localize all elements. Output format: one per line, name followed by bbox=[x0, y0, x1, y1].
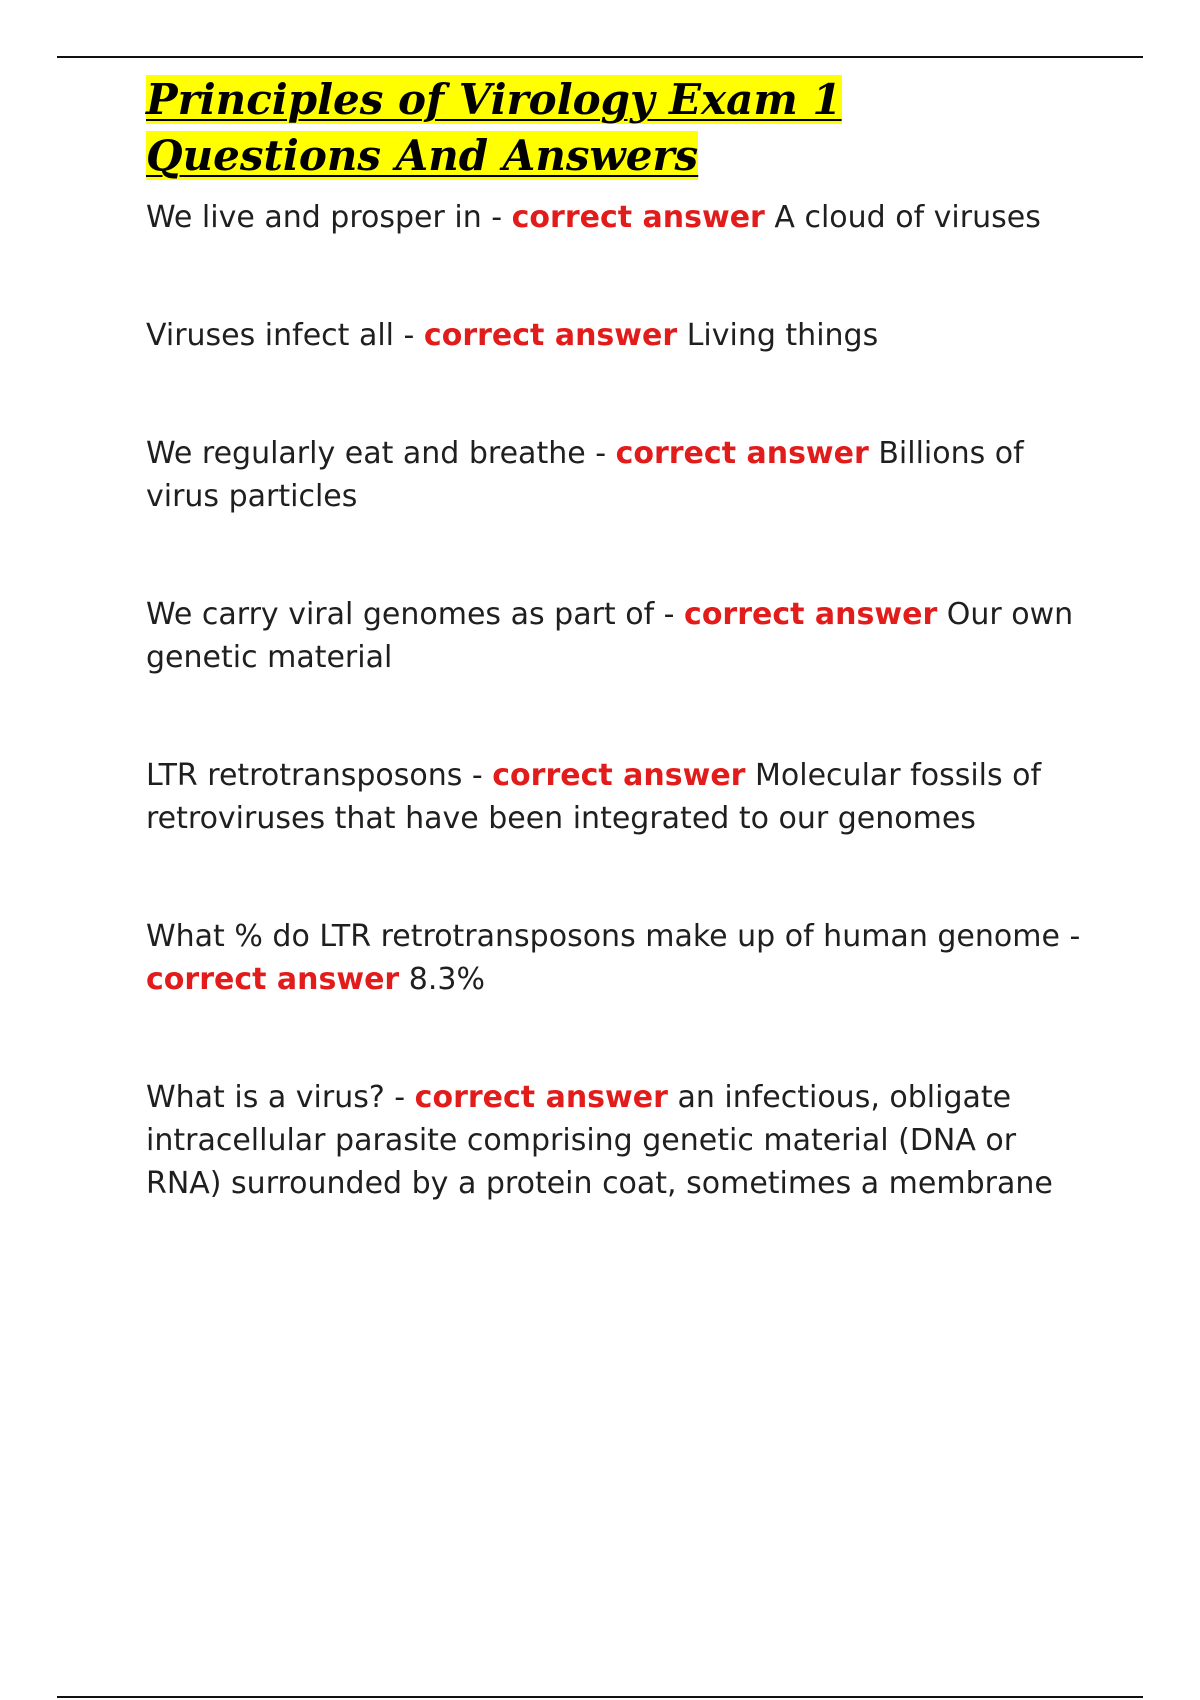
answer-label: correct answer bbox=[414, 1080, 668, 1115]
document-title bbox=[146, 72, 1090, 184]
answer-label: correct answer bbox=[684, 597, 938, 632]
answer-text: Molecular fossils of retroviruses that have been integrated to our genomes bbox=[146, 758, 1042, 836]
qa-item bbox=[146, 593, 1090, 679]
document-title-text: Principles of Virology Exam 1 Questions And Answers bbox=[146, 75, 842, 180]
answer-text: Living things bbox=[686, 318, 879, 353]
answer-label: correct answer bbox=[423, 318, 678, 353]
question-text: We carry viral genomes as part of - bbox=[146, 597, 685, 632]
answer-text: Our own genetic material bbox=[146, 597, 1074, 675]
answer-text: A cloud of viruses bbox=[774, 200, 1041, 235]
question-text: Viruses infect all - bbox=[146, 318, 424, 353]
footer-rule bbox=[57, 1696, 1143, 1698]
question-text: We live and prosper in - bbox=[146, 200, 512, 235]
header-rule bbox=[57, 56, 1143, 58]
answer-label: correct answer bbox=[492, 758, 746, 793]
qa-item bbox=[146, 196, 1090, 239]
answer-label: correct answer bbox=[615, 436, 869, 471]
qa-item bbox=[146, 1076, 1090, 1205]
answer-text: Billions of virus particles bbox=[146, 436, 1024, 514]
qa-item bbox=[146, 754, 1090, 840]
answer-label: correct answer bbox=[511, 200, 765, 235]
question-text: LTR retrotransposons - bbox=[146, 758, 493, 793]
qa-item bbox=[146, 432, 1090, 518]
document-body bbox=[146, 72, 1090, 1280]
question-text: What % do LTR retrotransposons make up of human genome - bbox=[146, 919, 1081, 954]
answer-text: an infectious, obligate intracellular parasite comprising genetic material (DNA or RNA) surrounded by a protein coat, sometimes a membrane bbox=[146, 1080, 1053, 1201]
question-text: We regularly eat and breathe - bbox=[146, 436, 616, 471]
question-text: What is a virus? - bbox=[146, 1080, 415, 1115]
answer-text: 8.3% bbox=[408, 962, 485, 997]
qa-item bbox=[146, 915, 1090, 1001]
answer-label: correct answer bbox=[146, 962, 400, 997]
qa-item bbox=[146, 314, 1090, 357]
